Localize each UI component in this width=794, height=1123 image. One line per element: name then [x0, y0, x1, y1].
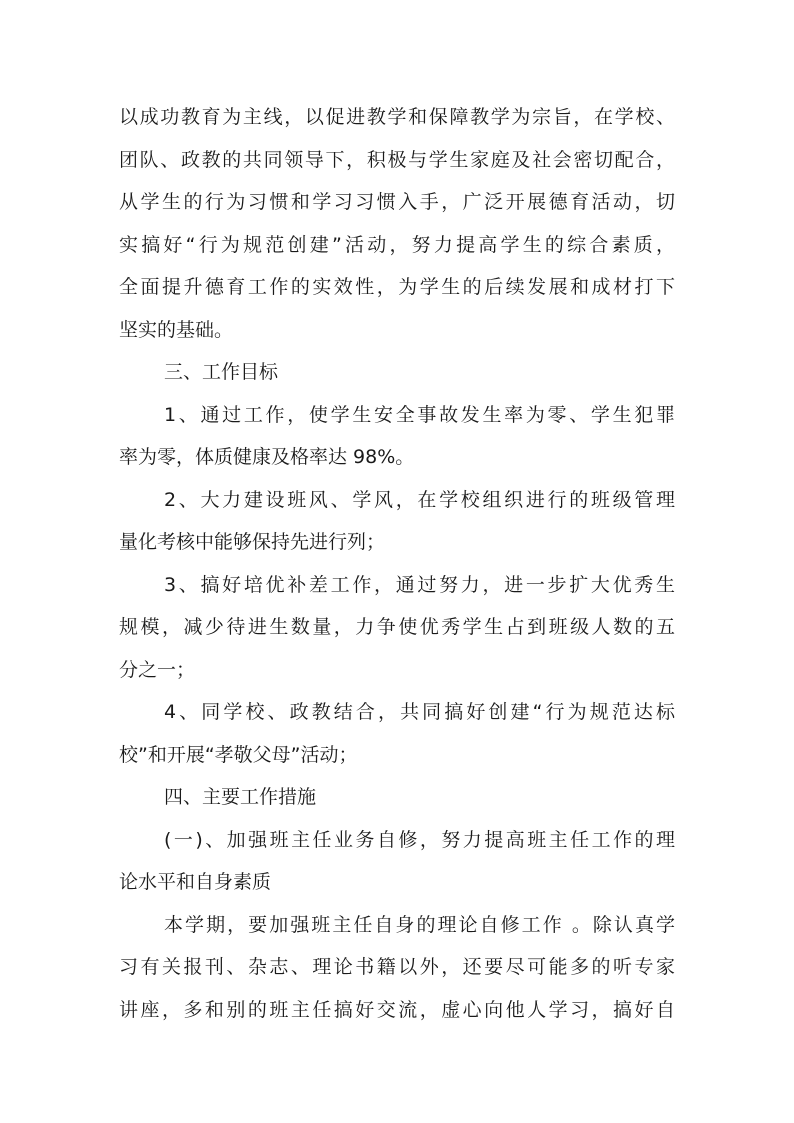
section-heading: 四、主要工作措施	[164, 786, 317, 808]
paragraph-line: 坚实的基础。	[119, 318, 234, 341]
list-item-line: 1、通过工作，使学生安全事故发生率为零、学生犯罪	[164, 403, 675, 426]
subsection-heading: (一)、加强班主任业务自修，努力提高班主任工作的理	[164, 828, 675, 851]
section-heading: 三、工作目标	[164, 361, 279, 383]
paragraph-line: 本学期，要加强班主任自身的理论自修工作 。除认真学	[164, 913, 675, 936]
paragraph-line: 以成功教育为主线，以促进教学和保障教学为宗旨，在学校、	[119, 106, 675, 128]
list-item-line: 校”和开展“孝敬父母”活动；	[119, 743, 358, 766]
paragraph-line: 实搞好“行为规范创建”活动，努力提高学生的综合素质，	[119, 233, 675, 256]
paragraph-line: 习有关报刊、杂志、理论书籍以外，还要尽可能多的听专家	[119, 956, 675, 978]
list-item-line: 量化考核中能够保持先进行列；	[119, 531, 386, 553]
document-body	[119, 96, 675, 1031]
paragraph-line: 讲座，多和别的班主任搞好交流，虚心向他人学习，搞好自	[119, 998, 675, 1021]
list-item-line: 3、搞好培优补差工作，通过努力，进一步扩大优秀生	[164, 573, 675, 596]
list-item-line: 4、同学校、政教结合，共同搞好创建“行为规范达标	[164, 701, 675, 723]
paragraph-line: 从学生的行为习惯和学习习惯入手，广泛开展德育活动，切	[119, 191, 675, 213]
list-item-line: 率为零，体质健康及格率达 98%。	[119, 446, 415, 468]
subsection-heading: 论水平和自身素质	[119, 871, 272, 893]
paragraph-line: 全面提升德育工作的实效性，为学生的后续发展和成材打下	[119, 276, 675, 298]
list-item-line: 2、大力建设班风、学风，在学校组织进行的班级管理	[164, 488, 675, 511]
list-item-line: 规模，减少待进生数量，力争使优秀学生占到班级人数的五	[119, 616, 675, 638]
list-item-line: 分之一；	[119, 658, 196, 681]
paragraph-line: 团队、政教的共同领导下，积极与学生家庭及社会密切配合，	[119, 148, 675, 171]
